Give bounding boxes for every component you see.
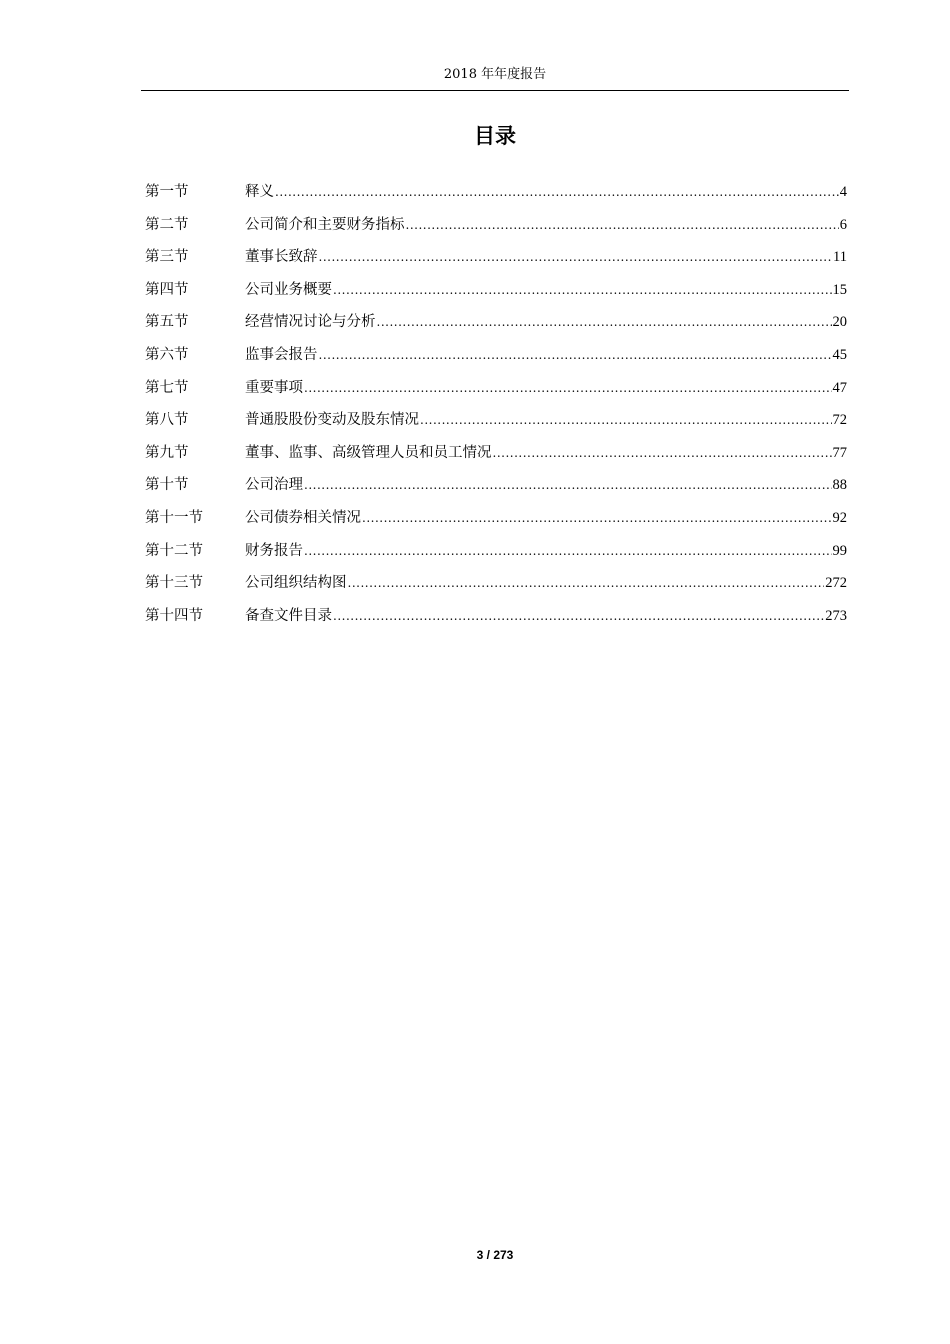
dot-leader [333, 274, 832, 306]
toc-section-name: 备查文件目录 [245, 607, 332, 624]
toc-item[interactable] [145, 372, 847, 405]
toc-item[interactable] [145, 502, 847, 535]
toc-item[interactable] [145, 274, 847, 307]
header-title: 2018 年年度报告 [443, 67, 547, 82]
toc-section-number: 第六节 [145, 346, 189, 363]
toc-item[interactable] [145, 241, 847, 274]
toc-section-number: 第十三节 [145, 575, 203, 592]
toc-item[interactable] [145, 306, 847, 339]
dot-leader [493, 437, 832, 469]
toc-section-name: 财务报告 [245, 542, 303, 559]
toc-page-number: 6 [839, 216, 847, 233]
dot-leader [319, 241, 833, 273]
dot-leader [333, 600, 824, 632]
toc-page-number: 77 [832, 444, 847, 461]
toc-item[interactable] [145, 469, 847, 502]
toc-item[interactable] [145, 339, 847, 372]
toc-page-number: 72 [832, 412, 847, 429]
toc-page-number: 99 [832, 542, 847, 559]
toc-section-name: 董事长致辞 [245, 249, 318, 266]
toc-item[interactable] [145, 600, 847, 633]
toc-section-number: 第十一节 [145, 509, 203, 526]
toc-section-number: 第八节 [145, 412, 189, 429]
toc-item[interactable] [145, 567, 847, 600]
toc-page-number: 20 [832, 314, 847, 331]
dot-leader [420, 404, 832, 436]
toc-section-number: 第五节 [145, 314, 189, 331]
dot-leader [304, 535, 832, 567]
toc-item[interactable] [145, 209, 847, 242]
toc-section-name: 重要事项 [245, 379, 303, 396]
dot-leader [362, 502, 832, 534]
toc-section-number: 第一节 [145, 184, 189, 200]
toc-section-number: 第四节 [145, 281, 189, 298]
toc-section-number: 第十节 [145, 477, 189, 494]
dot-leader [275, 176, 839, 208]
table-of-contents [145, 176, 847, 632]
toc-page-number: 11 [833, 249, 847, 266]
toc-page-number: 15 [832, 281, 847, 298]
toc-section-name: 董事、监事、高级管理人员和员工情况 [245, 444, 492, 461]
dot-leader [304, 372, 832, 404]
toc-section-name: 公司组织结构图 [245, 575, 347, 592]
dot-leader [319, 339, 832, 371]
toc-page-number: 4 [839, 184, 847, 200]
toc-page-number: 272 [825, 575, 847, 592]
toc-section-name: 公司债券相关情况 [245, 509, 361, 526]
dot-leader [377, 306, 832, 338]
toc-section-number: 第九节 [145, 444, 189, 461]
toc-section-name: 经营情况讨论与分析 [245, 314, 376, 331]
toc-section-number: 第十四节 [145, 607, 203, 624]
toc-page-number: 45 [832, 346, 847, 363]
toc-item[interactable] [145, 437, 847, 470]
toc-title: 目录 [474, 124, 516, 148]
toc-section-name: 公司业务概要 [245, 281, 332, 298]
toc-section-number: 第三节 [145, 249, 189, 266]
running-header [141, 64, 849, 91]
toc-item[interactable] [145, 176, 847, 209]
toc-item[interactable] [145, 404, 847, 437]
toc-section-name: 公司简介和主要财务指标 [245, 216, 405, 233]
toc-section-name: 释义 [245, 184, 274, 200]
toc-page-number: 47 [832, 379, 847, 396]
toc-section-number: 第十二节 [145, 542, 203, 559]
toc-section-name: 普通股股份变动及股东情况 [245, 412, 419, 429]
toc-section-number: 第二节 [145, 216, 189, 233]
toc-page-number: 88 [832, 477, 847, 494]
toc-section-name: 公司治理 [245, 477, 303, 494]
toc-section-number: 第七节 [145, 379, 189, 396]
page-indicator: 3 / 273 [476, 1248, 514, 1262]
toc-item[interactable] [145, 535, 847, 568]
dot-leader [406, 209, 839, 241]
toc-page-number: 92 [832, 509, 847, 526]
toc-page-number: 273 [825, 607, 847, 624]
toc-section-name: 监事会报告 [245, 346, 318, 363]
dot-leader [304, 469, 832, 501]
dot-leader [348, 567, 825, 599]
